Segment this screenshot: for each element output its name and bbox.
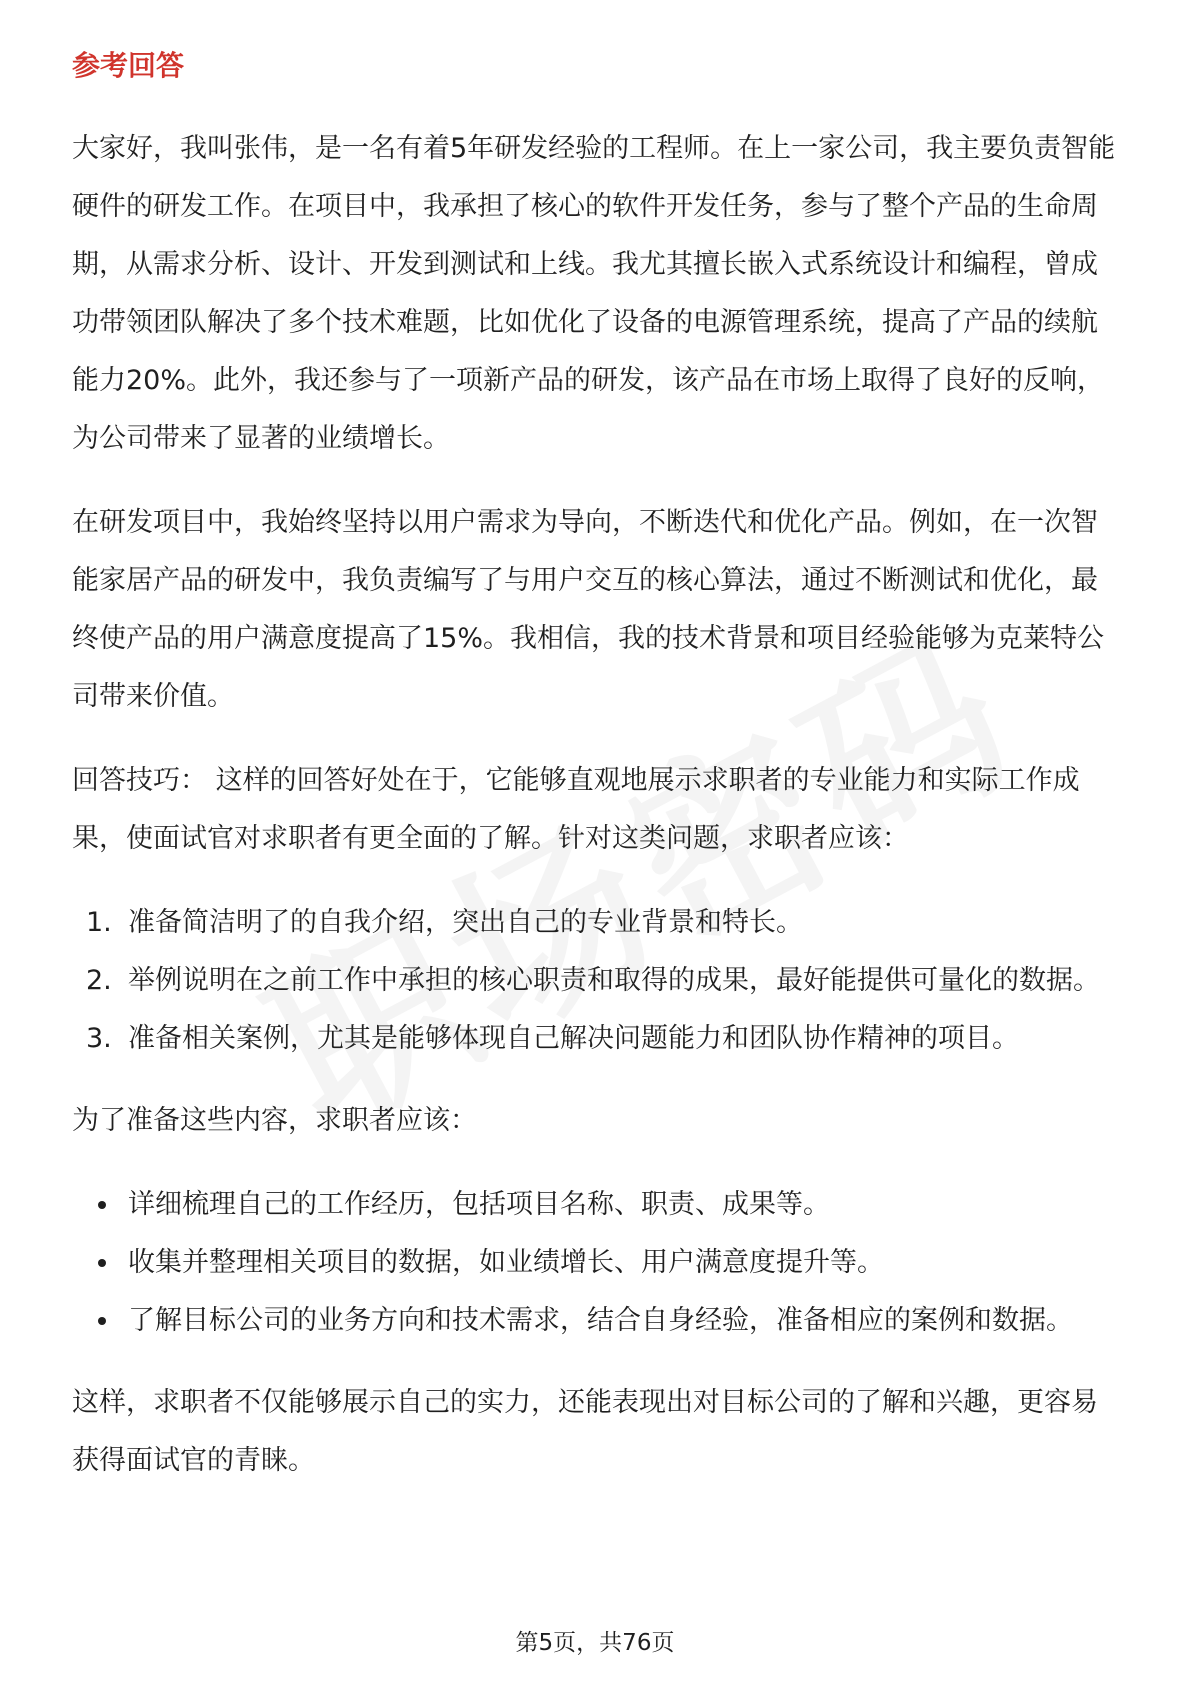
intro-paragraph: 大家好，我叫张伟，是一名有着5年研发经验的工程师。在上一家公司，我主要负责智能硬件的研发工作。在项目中，我承担了核心的软件开发任务，参与了整个产品的生命周期，从需求分析、设计、开发到测试和上线。我尤其擅长嵌入式系统设计和编程，曾成功带领团队解决了多个技术难题，比如优化了设备的电源管理系统，提高了产品的续航能力20%。此外，我还参与了一项新产品的研发，该产品在市场上取得了良好的反响，为公司带来了显著的业绩增长。: [72, 133, 1116, 454]
bullet-list-item: [72, 1292, 1122, 1350]
list-number: 2.: [86, 965, 112, 996]
conclusion-paragraph: 这样，求职者不仅能够展示自己的实力，还能表现出对目标公司的了解和兴趣，更容易获得面试官的青睐。: [72, 1387, 1098, 1476]
list-item-text: 详细梳理自己的工作经历，包括项目名称、职责、成果等。: [128, 1189, 830, 1220]
list-item-text: 准备相关案例，尤其是能够体现自己解决问题能力和团队协作精神的项目。: [128, 1023, 1019, 1054]
list-item-text: 收集并整理相关项目的数据，如业绩增长、用户满意度提升等。: [128, 1247, 884, 1278]
numbered-list-item: [72, 894, 1122, 952]
list-item-text: 举例说明在之前工作中承担的核心职责和取得的成果，最好能提供可量化的数据。: [128, 965, 1100, 996]
tips-paragraph: 回答技巧： 这样的回答好处在于，它能够直观地展示求职者的专业能力和实际工作成果，使面试官对求职者有更全面的了解。针对这类问题，求职者应该：: [72, 765, 1080, 854]
document-content: [72, 46, 1122, 1516]
prepare-paragraph: 为了准备这些内容，求职者应该：: [72, 1105, 477, 1136]
page-footer: 第5页，共76页: [515, 1630, 675, 1656]
section-title: 参考回答: [72, 49, 185, 82]
list-number: 1.: [86, 907, 112, 938]
numbered-list-item: [72, 1010, 1122, 1068]
list-number: 3.: [86, 1023, 112, 1054]
bullet-dot-icon: [98, 1259, 106, 1267]
list-item-text: 了解目标公司的业务方向和技术需求，结合自身经验，准备相应的案例和数据。: [128, 1305, 1073, 1336]
project-paragraph: 在研发项目中，我始终坚持以用户需求为导向，不断迭代和优化产品。例如，在一次智能家居产品的研发中，我负责编写了与用户交互的核心算法，通过不断测试和优化，最终使产品的用户满意度提高了15%。我相信，我的技术背景和项目经验能够为克莱特公司带来价值。: [72, 507, 1105, 712]
bullet-dot-icon: [98, 1201, 106, 1209]
bullet-list-item: [72, 1176, 1122, 1234]
bullet-list: [72, 1176, 1122, 1350]
numbered-list: [72, 894, 1122, 1068]
list-item-text: 准备简洁明了的自我介绍，突出自己的专业背景和特长。: [128, 907, 803, 938]
numbered-list-item: [72, 952, 1122, 1010]
bullet-dot-icon: [98, 1317, 106, 1325]
bullet-list-item: [72, 1234, 1122, 1292]
